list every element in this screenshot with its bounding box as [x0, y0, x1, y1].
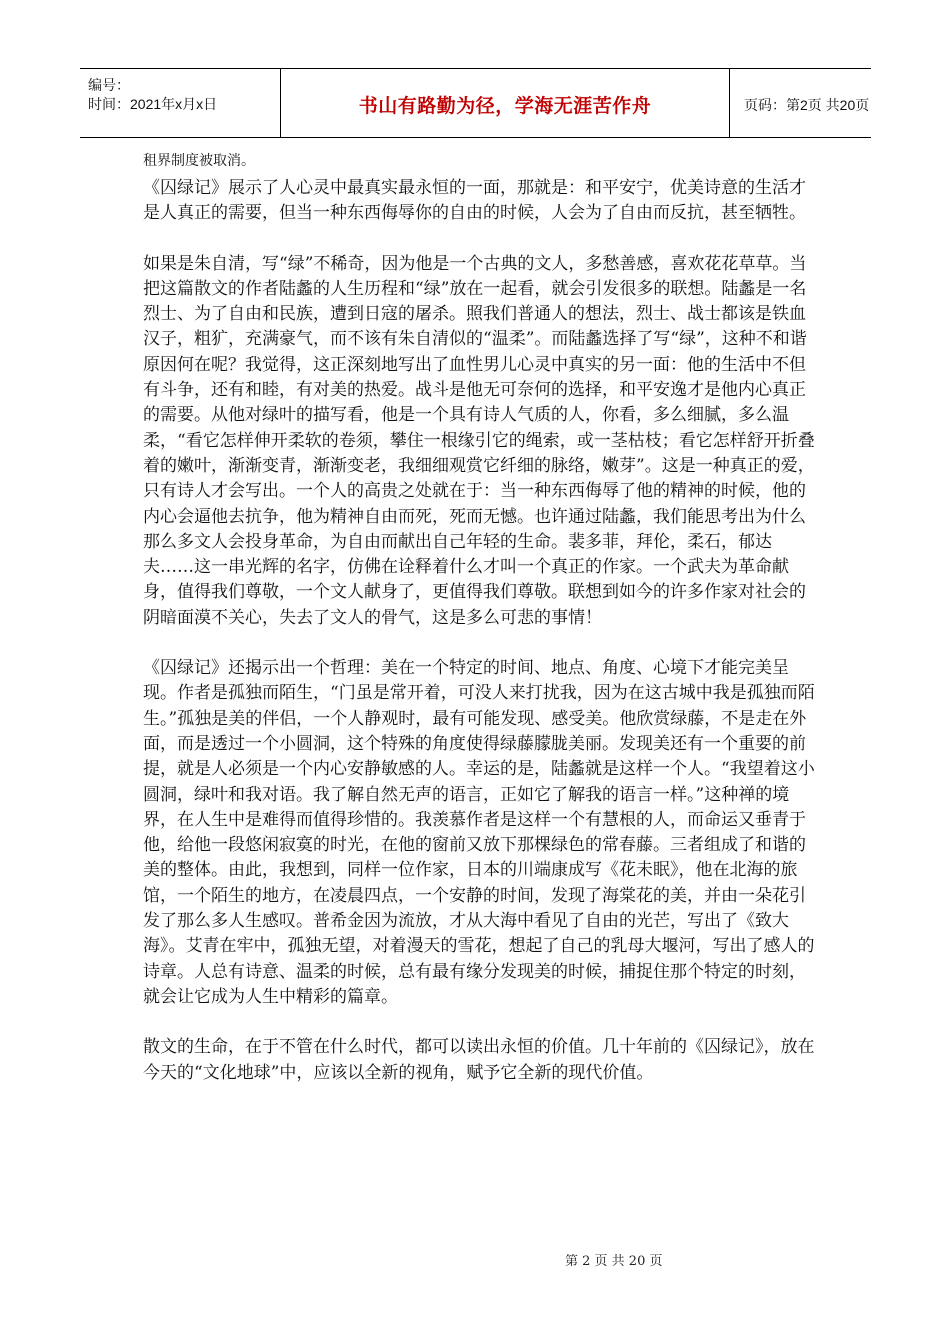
paragraph-3: 《囚绿记》还揭示出一个哲理：美在一个特定的时间、地点、角度、心境下才能完美呈现。作者是孤独而陌生，“门虽是常开着，可没人来打扰我，因为在这古城中我是孤独而陌生。”孤独是美的伴侣，一个人静观时，最有可能发现、感受美。他欣赏绿藤，不是走在外面，而是透过一个小圆洞，这个特殊的角度使得绿藤朦胧美丽。发现美还有一个重要的前提，就是人必须是一个内心安静敏感的人。幸运的是，陆蠡就是这样一个人。“我望着这小圆洞，绿叶和我对语。我了解自然无声的语言，正如它了解我的语言一样。”这种禅的境界，在人生中是难得而值得珍惜的。我羡慕作者是这样一个有慧根的人，而命运又垂青于他，给他一段悠闲寂寞的时光，在他的窗前又放下那棵绿色的常春藤。三者组成了和谐的美的整体。由此，我想到，同样一位作家，日本的川端康成写《花未眠》，他在北海的旅馆，一个陌生的地方，在凌晨四点，一个安静的时间，发现了海棠花的美，并由一朵花引发了那么多人生感叹。普希金因为流放，才从大海中看见了自由的光芒，写出了《致大海》。艾青在牢中，孤独无望，对着漫天的雪花，想起了自己的乳母大堰河，写出了感人的诗章。人总有诗意、温柔的时候，总有最有缘分发现美的时候，捕捉住那个特定的时刻，就会让它成为人生中精彩的篇章。 [143, 658, 815, 1007]
paragraph-1: 《囚绿记》展示了人心灵中最真实最永恒的一面，那就是：和平安宁，优美诗意的生活才是人真正的需要，但当一种东西侮辱你的自由的时候，人会为了自由而反抗，甚至牺牲。 [143, 178, 806, 224]
paragraph-gap [143, 631, 815, 656]
serial-number-label: 编号： [88, 77, 130, 93]
paragraph-gap [143, 227, 815, 252]
paragraph-2: 如果是朱自清，写“绿”不稀奇，因为他是一个古典的文人，多愁善感，喜欢花花草草。当把这篇散文的作者陆蠡的人生历程和“绿”放在一起看，就会引发很多的联想。陆蠡是一名烈士、为了自由和民族，遭到日寇的屠杀。照我们普通人的想法，烈士、战士都该是铁血汉子，粗犷，充满豪气，而不该有朱自清似的“温柔”。而陆蠡选择了写“绿”，这种不和谐原因何在呢？我觉得，这正深刻地写出了血性男儿心灵中真实的另一面：他的生活中不但有斗争，还有和睦，有对美的热爱。战斗是他无可奈何的选择，和平安逸才是他内心真正的需要。从他对绿叶的描写看，他是一个具有诗人气质的人，你看，多么细腻，多么温柔，“看它怎样伸开柔软的卷须，攀住一根缘引它的绳索，或一茎枯枝；看它怎样舒开折叠着的嫩叶，渐渐变青，渐渐变老，我细细观赏它纤细的脉络，嫩芽”。这是一种真正的爱，只有诗人才会写出。一个人的高贵之处就在于：当一种东西侮辱了他的精神的时候，他的内心会逼他去抗争，他为精神自由而死，死而无憾。也许通过陆蠡，我们能思考出为什么那么多文人会投身革命，为自由而献出自己年轻的生命。裴多菲，拜伦，柔石，郁达夫……这一串光辉的名字，仿佛在诠释着什么才叫一个真正的作家。一个武夫为革命献身，值得我们尊敬，一个文人献身了，更值得我们尊敬。联想到如今的许多作家对社会的阴暗面漠不关心，失去了文人的骨气，这是多么可悲的事情！ [143, 253, 815, 628]
time-label: 时间：2021年x月x日 [88, 96, 218, 112]
body-first-line: 租界制度被取消。 [143, 153, 255, 169]
header-page-info: 页码：第2页 共20页 [744, 97, 870, 113]
paragraph-4: 散文的生命，在于不管在什么时代，都可以读出永恒的价值。几十年前的《囚绿记》，放在今天的“文化地球”中，应该以全新的视角，赋予它全新的现代价值。 [143, 1037, 815, 1083]
header-right-cell [730, 69, 871, 137]
document-body [143, 150, 815, 1086]
paragraph-gap [143, 1010, 815, 1035]
header-motto: 书山有路勤为径，学海无涯苦作舟 [358, 95, 652, 117]
page-header [80, 68, 871, 138]
header-motto-cell [281, 69, 730, 137]
header-left-cell [80, 69, 281, 137]
page-footer: 第 2 页 共 20 页 [565, 1254, 663, 1269]
